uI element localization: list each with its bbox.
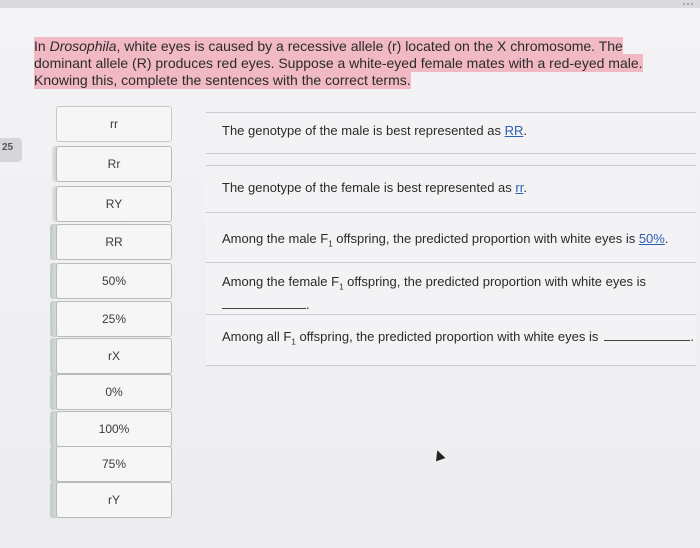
chip-50-percent[interactable]: 50% [56, 263, 172, 299]
chip-100-percent[interactable]: 100% [56, 411, 172, 447]
chip-RR[interactable]: RR [56, 224, 172, 260]
statement-male-f1-white: Among the male $F_1$ offspring, the predicted proportion with white eyes is 50%. [206, 212, 696, 268]
chip-RY[interactable]: RY [56, 186, 172, 222]
chip-0-percent[interactable]: 0% [56, 374, 172, 410]
question-text [34, 38, 676, 89]
statement-male-genotype: The genotype of the male is best represented as RR. [206, 112, 696, 154]
corner-text: … [682, 0, 694, 8]
drop-target-female-f1-white[interactable] [222, 308, 306, 309]
statement-all-f1-white: Among all $F_1$ offspring, the predicted proportion with white eyes is . [206, 314, 696, 366]
chip-25-percent[interactable]: 25% [56, 301, 172, 337]
top-strip [0, 0, 700, 8]
chip-rY[interactable]: rY [56, 482, 172, 518]
question-highlight: In Drosophila, white eyes is caused by a recessive allele (r) located on the X chromosome. The dominant allele (R) produces red eyes. Suppose a white-eyed female mates with a red-eyed male. Knowing this, complete the sentences with the correct terms. [34, 38, 643, 88]
chip-rr[interactable]: rr [56, 106, 172, 142]
drop-target-female-genotype[interactable]: rr [515, 180, 524, 195]
question-italic-word: Drosophila [49, 38, 117, 54]
left-tab-label: 25 [2, 142, 14, 153]
mouse-cursor-icon [433, 449, 446, 462]
statement-female-genotype: The genotype of the female is best represented as rr. [206, 165, 696, 219]
drop-target-male-f1-white[interactable]: 50% [638, 231, 665, 246]
drop-target-all-f1-white[interactable] [604, 340, 690, 341]
chip-Rr[interactable]: Rr [56, 146, 172, 182]
chip-rX[interactable]: rX [56, 338, 172, 374]
statement-female-f1-white: Among the female $F_1$ offspring, the predicted proportion with white eyes is . [206, 262, 696, 316]
drop-target-male-genotype[interactable]: RR [504, 123, 524, 138]
chip-75-percent[interactable]: 75% [56, 446, 172, 482]
left-tab[interactable] [0, 138, 22, 162]
